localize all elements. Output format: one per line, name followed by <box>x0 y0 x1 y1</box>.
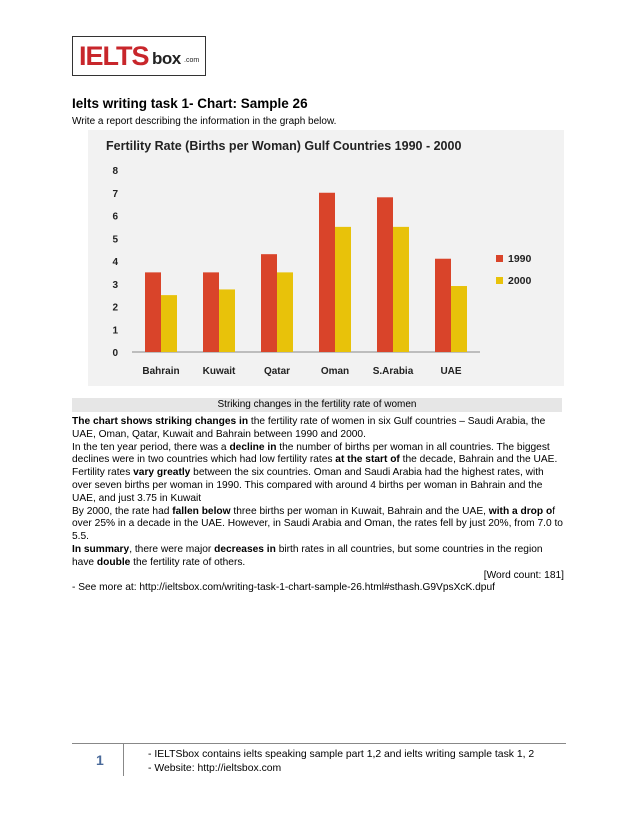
logo-ielts-text: IELTS <box>79 41 149 71</box>
report-paragraphs <box>72 416 564 570</box>
y-tick-label: 1 <box>112 325 118 337</box>
y-tick-label: 3 <box>112 279 118 291</box>
legend-label: 1990 <box>508 253 532 265</box>
bar-2000-kuwait <box>219 289 235 352</box>
logo-com-text: .com <box>184 57 200 64</box>
x-tick-label: Qatar <box>263 366 291 377</box>
bar-1990-kuwait <box>203 272 219 352</box>
report-body <box>72 416 564 595</box>
footer-vertical-divider <box>123 744 124 776</box>
report-paragraph <box>72 506 564 544</box>
bar-2000-oman <box>335 227 351 352</box>
bar-1990-qatar <box>261 254 277 352</box>
emphasis-phrase: decreases in <box>214 543 276 555</box>
bar-2000-bahrain <box>161 295 177 352</box>
logo-box-text: box <box>152 49 181 68</box>
x-tick-label: Kuwait <box>202 366 236 377</box>
text-run: between the six countries. Oman and Saudi Arabia had the highest rates, with over seven births per woman in 1990. This compared with around 4 births per woman in Bahrain and the UAE, and just 3.75 in Kuwait <box>72 467 544 504</box>
emphasis-phrase: vary greatly <box>133 467 191 479</box>
see-more-link[interactable]: - See more at: http://ieltsbox.com/writing-task-1-chart-sample-26.html#sthash.G9VpsXcK.dpuf <box>72 582 495 594</box>
legend-swatch-2000 <box>496 277 503 284</box>
fertility-chart-svg <box>88 130 564 386</box>
y-tick-label: 0 <box>112 348 118 359</box>
text-run: birth rates in all countries, but some countries in the region have <box>72 543 543 568</box>
legend-label: 2000 <box>508 275 532 287</box>
text-run: the fertility rate of women in six Gulf countries – Saudi Arabia, the UAE, Oman, Qatar, Kuwait and Bahrain between 1990 and 2000. <box>72 416 546 440</box>
emphasis-phrase: fallen below <box>172 505 231 517</box>
ieltsbox-logo <box>72 36 206 76</box>
text-run: Fertility rates <box>72 467 134 479</box>
x-tick-label: UAE <box>440 366 462 377</box>
emphasis-phrase: In summary <box>72 543 130 555</box>
chart-title: Fertility Rate (Births per Woman) Gulf Countries 1990 - 2000 <box>106 139 462 153</box>
page-title: Ielts writing task 1- Chart: Sample 26 <box>72 96 308 111</box>
emphasis-phrase: decline in <box>229 441 277 453</box>
fertility-chart <box>88 130 564 386</box>
emphasis-phrase: at the start of <box>335 454 400 466</box>
text-run: the decade, Bahrain and the UAE. <box>399 454 558 466</box>
x-tick-label: S.Arabia <box>372 366 414 377</box>
footer-notes <box>148 748 534 776</box>
task-instruction: Write a report describing the information in the graph below. <box>72 116 337 127</box>
y-tick-label: 8 <box>112 166 118 177</box>
report-paragraph <box>72 467 564 505</box>
footer-note-2[interactable]: - Website: http://ieltsbox.com <box>148 763 282 774</box>
y-tick-label: 6 <box>112 211 118 223</box>
text-run: f over 25% in a decade in the UAE. However, in Saudi Arabia and Oman, the rates fell by just 20%, from 7.0 to 5.5. <box>72 505 563 543</box>
bar-1990-oman <box>319 193 335 352</box>
text-run: three births per woman in Kuwait, Bahrain and the UAE, <box>230 505 489 517</box>
x-tick-label: Oman <box>320 366 350 377</box>
bar-1990-bahrain <box>145 272 161 352</box>
text-run: By 2000, the rate had <box>72 505 173 517</box>
emphasis-phrase: double <box>96 556 131 568</box>
text-run: In the ten year period, there was a <box>72 441 230 453</box>
bar-1990-sarabia <box>377 197 393 352</box>
bar-1990-uae <box>435 259 451 352</box>
bar-2000-qatar <box>277 272 293 352</box>
page-number: 1 <box>96 752 104 768</box>
footer-divider <box>72 743 566 744</box>
text-run: the fertility rate of others. <box>130 556 246 568</box>
y-tick-label: 5 <box>112 234 118 246</box>
y-tick-label: 4 <box>112 257 118 268</box>
text-run: , there were major <box>129 543 215 555</box>
y-tick-label: 2 <box>112 302 118 314</box>
chart-caption: Striking changes in the fertility rate of women <box>72 398 562 412</box>
bar-2000-sarabia <box>393 227 409 352</box>
report-paragraph <box>72 442 564 468</box>
footer-note-1: - IELTSbox contains ielts speaking sample part 1,2 and ielts writing sample task 1, 2 <box>148 749 535 760</box>
y-tick-label: 7 <box>112 188 118 200</box>
report-paragraph <box>72 544 564 570</box>
bar-2000-uae <box>451 286 467 352</box>
legend-swatch-1990 <box>496 255 503 262</box>
text-run: the number of births per woman in all countries. The biggest declines were in two countries which had low fertility rates <box>72 441 550 466</box>
report-paragraph <box>72 416 564 442</box>
emphasis-phrase: The chart shows striking changes in <box>72 416 249 427</box>
emphasis-phrase: with a drop o <box>488 505 553 517</box>
word-count: [Word count: 181] <box>483 569 564 581</box>
x-tick-label: Bahrain <box>142 366 180 377</box>
